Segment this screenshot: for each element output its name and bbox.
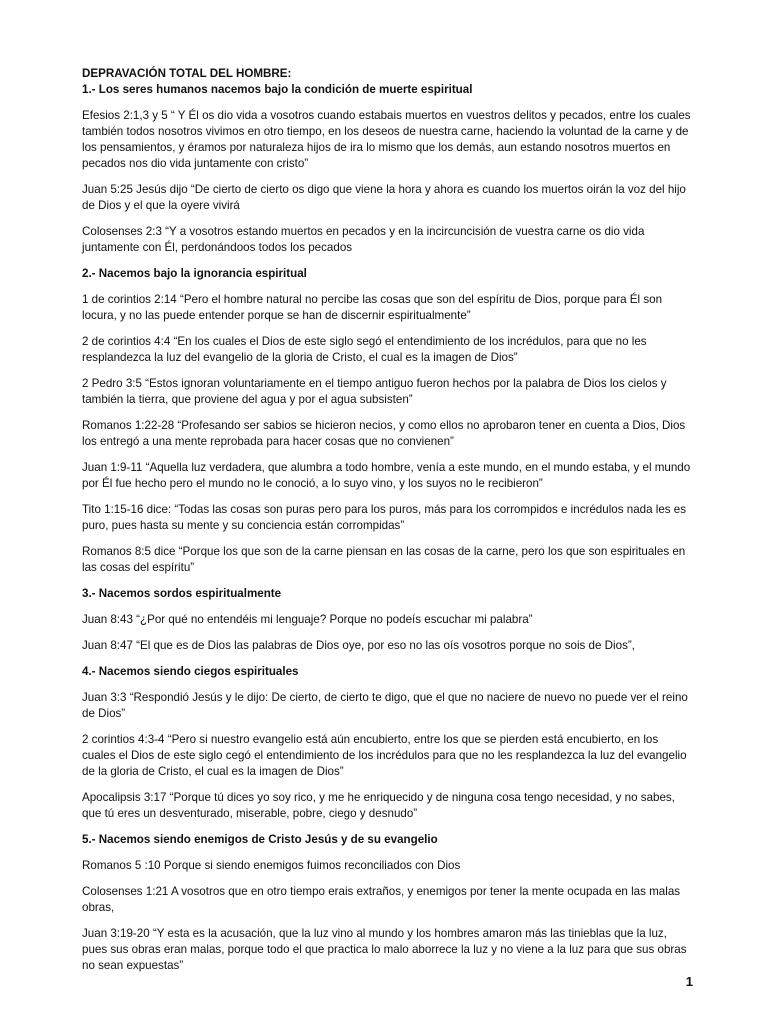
page-number: 1 — [685, 974, 693, 989]
section-3 — [82, 586, 694, 654]
section-1 — [82, 82, 694, 256]
verse-paragraph: Juan 8:47 “El que es de Dios las palabras de Dios oye, por eso no las oís vosotros porque no sois de Dios”, — [82, 639, 635, 652]
section-heading: 5.- Nacemos siendo enemigos de Cristo Jesús y de su evangelio — [82, 833, 438, 846]
verse-paragraph: Colosenses 1:21 A vosotros que en otro tiempo erais extraños, y enemigos por tener la mente ocupada en las malas obras, — [82, 885, 681, 914]
verse-paragraph: Juan 1:9-11 “Aquella luz verdadera, que alumbra a todo hombre, venía a este mundo, en el mundo estaba, y el mundo por Él fue hecho pero el mundo no le conoció, a lo suyo vino, y los suyos no le recibieron” — [82, 461, 691, 490]
verse-paragraph: Apocalipsis 3:17 “Porque tú dices yo soy rico, y me he enriquecido y de ninguna cosa tengo necesidad, y no sabes, que tú eres un desventurado, miserable, pobre, ciego y desnudo” — [82, 791, 675, 820]
verse-paragraph: Tito 1:15-16 dice: “Todas las cosas son puras pero para los puros, más para los corrompidos e incrédulos nada les es puro, pues hasta su mente y su conciencia están corrompidas” — [82, 503, 687, 532]
verse-paragraph: 2 corintios 4:3-4 “Pero si nuestro evangelio está aún encubierto, entre los que se pierden está encubierto, en los cuales el Dios de este siglo cegó el entendimiento de los incrédulos para que no les resplandezca la luz del evangelio de la gloria de Cristo, el cual es la imagen de Dios” — [82, 733, 687, 778]
document-page — [82, 66, 694, 984]
verse-paragraph: 2 Pedro 3:5 “Estos ignoran voluntariamente en el tiempo antiguo fueron hechos por la palabra de Dios los cielos y también la tierra, que proviene del agua y por el agua subsisten” — [82, 377, 667, 406]
verse-paragraph: Juan 8:43 “¿Por qué no entendéis mi lenguaje? Porque no podeís escuchar mi palabra” — [82, 613, 533, 626]
verse-paragraph: 1 de corintios 2:14 “Pero el hombre natural no percibe las cosas que son del espíritu de Dios, porque para Él son locura, y no las puede entender porque se han de discernir espiritualmente” — [82, 293, 663, 322]
verse-paragraph: 2 de corintios 4:4 “En los cuales el Dios de este siglo segó el entendimiento de los incrédulos, para que no les resplandezca la luz del evangelio de la gloria de Cristo, el cual es la imagen de Dios” — [82, 335, 647, 364]
verse-paragraph: Romanos 8:5 dice “Porque los que son de la carne piensan en las cosas de la carne, pero los que son espirituales en las cosas del espíritu” — [82, 545, 686, 574]
verse-paragraph: Juan 3:19-20 “Y esta es la acusación, que la luz vino al mundo y los hombres amaron más las tinieblas que la luz, pues sus obras eran malas, porque todo el que practica lo malo aborrece la luz y no viene a la luz para que sus obras no sean expuestas” — [82, 927, 687, 972]
section-2 — [82, 266, 694, 576]
section-heading: 3.- Nacemos sordos espiritualmente — [82, 587, 282, 600]
verse-paragraph: Colosenses 2:3 “Y a vosotros estando muertos en pecados y en la incircuncisión de vuestra carne os dio vida juntamente con Él, perdonándoos todos los pecados — [82, 225, 645, 254]
verse-paragraph: Juan 3:3 “Respondió Jesús y le dijo: De cierto, de cierto te digo, que el que no naciere de nuevo no puede ver el reino de Dios” — [82, 691, 688, 720]
section-heading: 1.- Los seres humanos nacemos bajo la condición de muerte espiritual — [82, 83, 473, 96]
section-heading: 2.- Nacemos bajo la ignorancia espiritual — [82, 267, 307, 280]
document-title: DEPRAVACIÓN TOTAL DEL HOMBRE: — [82, 67, 292, 80]
section-5 — [82, 832, 694, 974]
verse-paragraph: Romanos 1:22-28 “Profesando ser sabios se hicieron necios, y como ellos no aprobaron tener en cuenta a Dios, Dios los entregó a una mente reprobada para hacer cosas que no convienen” — [82, 419, 686, 448]
verse-paragraph: Efesios 2:1,3 y 5 “ Y Él os dio vida a vosotros cuando estabais muertos en vuestros delitos y pecados, entre los cuales también todos nosotros vivimos en otro tiempo, en los deseos de nuestra carne, haciendo la voluntad de la carne y de los pensamientos, y éramos por naturaleza hijos de ira lo mismo que los demás, aun estando nosotros muertos en pecados nos dio vida juntamente con cristo” — [82, 109, 691, 170]
verse-paragraph: Romanos 5 :10 Porque si siendo enemigos fuimos reconciliados con Dios — [82, 859, 461, 872]
section-4 — [82, 664, 694, 822]
section-heading: 4.- Nacemos siendo ciegos espirituales — [82, 665, 299, 678]
verse-paragraph: Juan 5:25 Jesús dijo “De cierto de cierto os digo que viene la hora y ahora es cuando los muertos oirán la voz del hijo de Dios y el que la oyere vivirá — [82, 183, 686, 212]
